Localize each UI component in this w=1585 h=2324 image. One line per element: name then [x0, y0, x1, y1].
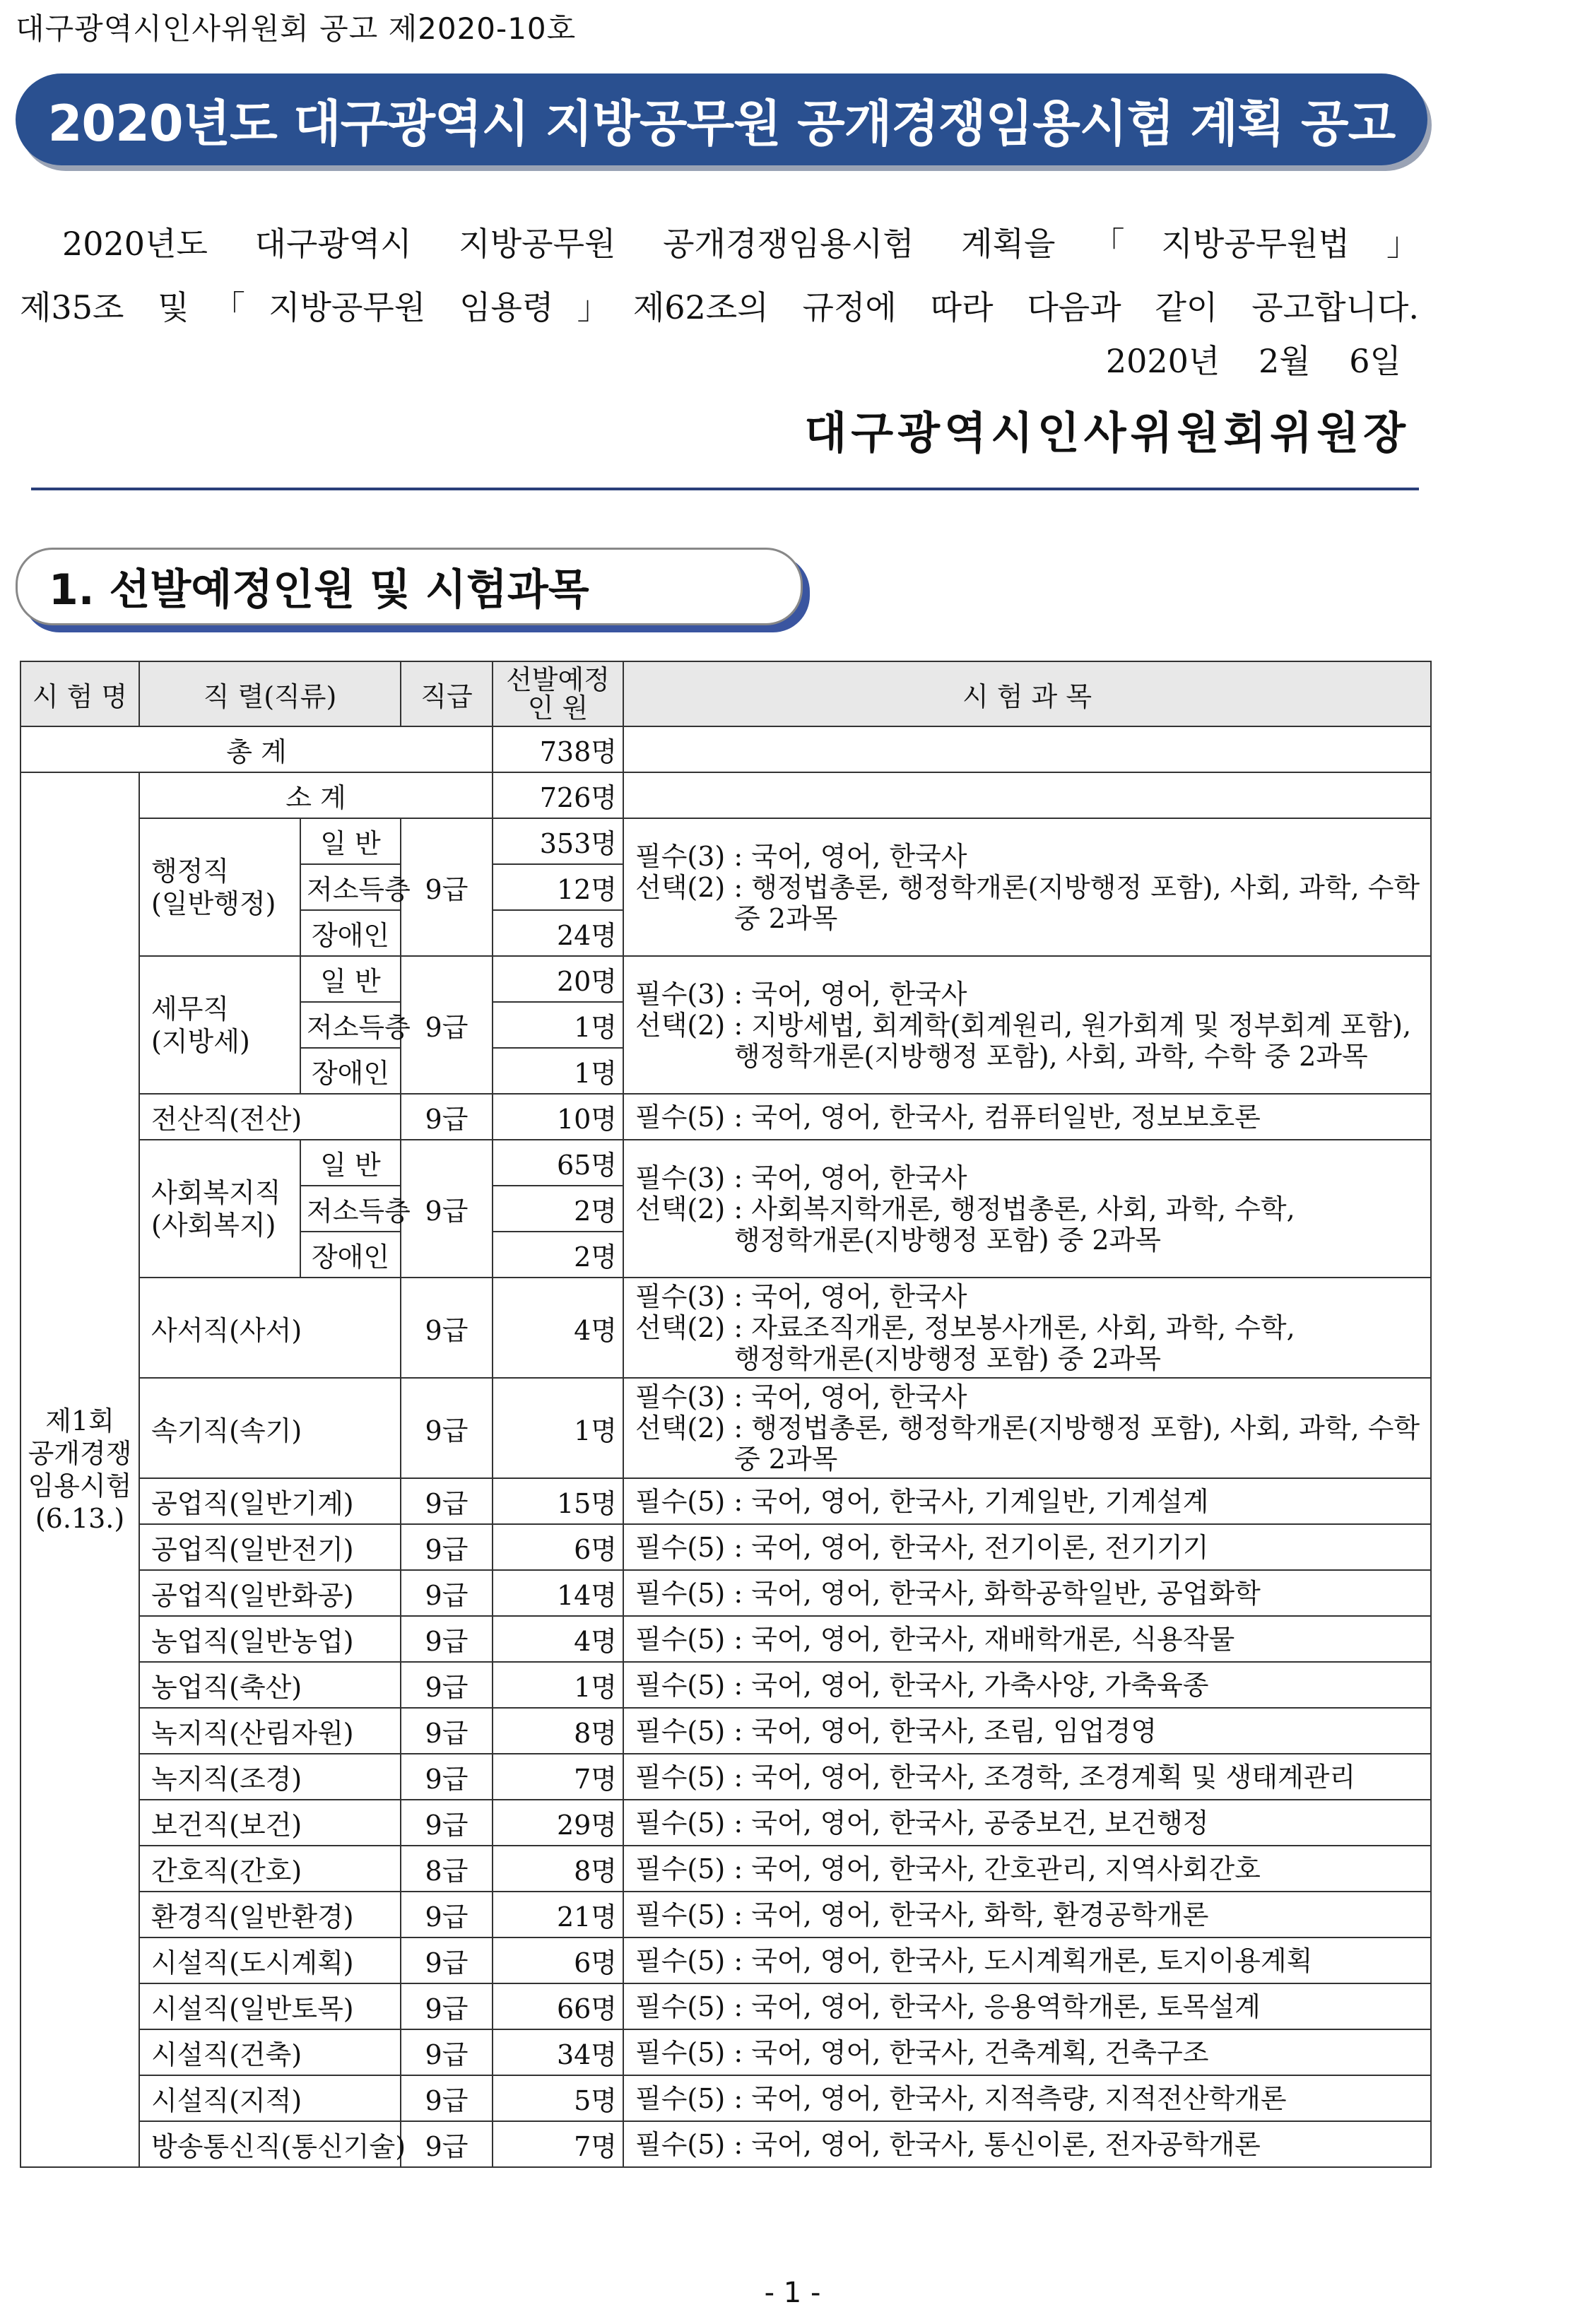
quota-cell: 8명	[493, 1708, 623, 1754]
quota-cell: 14명	[493, 1570, 623, 1616]
recruit-type: 저소득층	[300, 1002, 401, 1048]
table-row	[20, 1846, 1431, 1892]
header-series: 직 렬(직류)	[139, 661, 401, 726]
subjects-cell: 필수(5) : 국어, 영어, 한국사, 가축사양, 가축육종	[623, 1662, 1431, 1708]
table-row	[20, 818, 1431, 864]
table-row	[20, 1524, 1431, 1570]
grade-cell: 9급	[401, 2029, 493, 2075]
table-row	[20, 1616, 1431, 1662]
subjects-cell: 필수(5) : 국어, 영어, 한국사, 응용역학개론, 토목설계	[623, 1983, 1431, 2029]
grade-cell: 9급	[401, 1378, 493, 1478]
quota-cell: 8명	[493, 1846, 623, 1892]
quota-cell: 29명	[493, 1800, 623, 1846]
signer: 대구광역시인사위원회위원장	[804, 407, 1410, 459]
grade-cell: 9급	[401, 1754, 493, 1800]
grade-cell: 9급	[401, 956, 493, 1094]
table-row	[20, 1662, 1431, 1708]
series-cell: 시설직(건축)	[139, 2029, 401, 2075]
subjects-cell: 필수(5) : 국어, 영어, 한국사, 지적측량, 지적전산학개론	[623, 2075, 1431, 2121]
subtotal-label: 소 계	[139, 772, 493, 818]
series-cell: 사서직(사서)	[139, 1278, 401, 1378]
table-row	[20, 2029, 1431, 2075]
series-cell: 시설직(도시계획)	[139, 1937, 401, 1983]
subjects-cell: 필수(5) : 국어, 영어, 한국사, 통신이론, 전자공학개론	[623, 2121, 1431, 2167]
grade-cell: 9급	[401, 1094, 493, 1140]
table-row	[20, 2121, 1431, 2167]
subjects-cell: 필수(5) : 국어, 영어, 한국사, 공중보건, 보건행정	[623, 1800, 1431, 1846]
series-cell: 보건직(보건)	[139, 1800, 401, 1846]
quota-cell: 5명	[493, 2075, 623, 2121]
exam-plan-table	[20, 661, 1432, 2168]
table-row	[20, 1754, 1431, 1800]
quota-cell: 4명	[493, 1616, 623, 1662]
series-cell: 속기직(속기)	[139, 1378, 401, 1478]
quota-cell: 15명	[493, 1478, 623, 1524]
table-row	[20, 1892, 1431, 1937]
series-cell: 시설직(지적)	[139, 2075, 401, 2121]
recruit-type: 장애인	[300, 910, 401, 956]
recruit-type: 일 반	[300, 1140, 401, 1186]
subjects-cell: 필수(5) : 국어, 영어, 한국사, 화학, 환경공학개론	[623, 1892, 1431, 1937]
quota-cell: 1명	[493, 1002, 623, 1048]
series-cell: 환경직(일반환경)	[139, 1892, 401, 1937]
recruit-type: 장애인	[300, 1232, 401, 1278]
series-cell: 공업직(일반기계)	[139, 1478, 401, 1524]
subjects-cell: 필수(5) : 국어, 영어, 한국사, 도시계획개론, 토지이용계획	[623, 1937, 1431, 1983]
header-exam: 시 험 명	[20, 661, 139, 726]
series-cell: 간호직(간호)	[139, 1846, 401, 1892]
intro-paragraph	[20, 212, 1419, 339]
quota-cell: 7명	[493, 1754, 623, 1800]
subjects-cell: 필수(5) : 국어, 영어, 한국사, 재배학개론, 식용작물	[623, 1616, 1431, 1662]
table-row	[20, 1378, 1431, 1478]
subtotal-count: 726명	[493, 772, 623, 818]
quota-cell: 65명	[493, 1140, 623, 1186]
table-row	[20, 1937, 1431, 1983]
page-number: - 1 -	[764, 2277, 821, 2309]
series-cell: 농업직(일반농업)	[139, 1616, 401, 1662]
subjects-cell: 필수(5) : 국어, 영어, 한국사, 간호관리, 지역사회간호	[623, 1846, 1431, 1892]
quota-cell: 6명	[493, 1524, 623, 1570]
subjects-cell: 필수(5) : 국어, 영어, 한국사, 화학공학일반, 공업화학	[623, 1570, 1431, 1616]
subjects-cell: 필수(3) : 국어, 영어, 한국사 선택(2) : 지방세법, 회계학(회계원리, 원가회계 및 정부회계 포함), 행정학개론(지방행정 포함), 사회, 과학, 수학 중 2과목	[623, 956, 1431, 1094]
quota-cell: 12명	[493, 864, 623, 910]
notice-date: 2020년 2월 6일	[1105, 342, 1401, 380]
series-cell: 시설직(일반토목)	[139, 1983, 401, 2029]
header-subjects: 시 험 과 목	[623, 661, 1431, 726]
series-cell: 공업직(일반전기)	[139, 1524, 401, 1570]
table-row	[20, 2075, 1431, 2121]
series-cell: 방송통신직(통신기술)	[139, 2121, 401, 2167]
grand-total-count: 738명	[493, 726, 623, 772]
table-row	[20, 1983, 1431, 2029]
quota-cell: 24명	[493, 910, 623, 956]
grade-cell: 8급	[401, 1846, 493, 1892]
grade-cell: 9급	[401, 1800, 493, 1846]
subjects-cell: 필수(3) : 국어, 영어, 한국사 선택(2) : 행정법총론, 행정학개론(지방행정 포함), 사회, 과학, 수학 중 2과목	[623, 818, 1431, 956]
grade-cell: 9급	[401, 1983, 493, 2029]
subjects-cell: 필수(3) : 국어, 영어, 한국사 선택(2) : 자료조직개론, 정보봉사개론, 사회, 과학, 수학, 행정학개론(지방행정 포함) 중 2과목	[623, 1278, 1431, 1378]
table-header-row	[20, 661, 1431, 726]
table-row	[20, 1478, 1431, 1524]
quota-cell: 353명	[493, 818, 623, 864]
quota-cell: 6명	[493, 1937, 623, 1983]
intro-line-2: 제35조 및「지방공무원 임용령」제62조의 규정에 따라 다음과 같이 공고합니다.	[20, 288, 1419, 326]
table-row	[20, 1800, 1431, 1846]
table-row	[20, 1570, 1431, 1616]
intro-line-1: 2020년도 대구광역시 지방공무원 공개경쟁임용시험 계획을「지방공무원법」	[62, 225, 1419, 263]
notice-number: 대구광역시인사위원회 공고 제2020-10호	[16, 11, 577, 46]
recruit-type: 일 반	[300, 818, 401, 864]
subtotal-subjects	[623, 772, 1431, 818]
grade-cell: 9급	[401, 1524, 493, 1570]
quota-cell: 34명	[493, 2029, 623, 2075]
series-cell: 행정직 (일반행정)	[139, 818, 300, 956]
grade-cell: 9급	[401, 1937, 493, 1983]
title-banner	[16, 73, 1427, 165]
subtotal-row	[20, 772, 1431, 818]
series-cell: 세무직 (지방세)	[139, 956, 300, 1094]
series-cell: 공업직(일반화공)	[139, 1570, 401, 1616]
subjects-cell: 필수(3) : 국어, 영어, 한국사 선택(2) : 사회복지학개론, 행정법총론, 사회, 과학, 수학, 행정학개론(지방행정 포함) 중 2과목	[623, 1140, 1431, 1278]
quota-cell: 21명	[493, 1892, 623, 1937]
grade-cell: 9급	[401, 1570, 493, 1616]
header-grade: 직급	[401, 661, 493, 726]
grand-total-label: 총 계	[20, 726, 493, 772]
exam-name-cell: 제1회 공개경쟁 임용시험 (6.13.)	[20, 772, 139, 2167]
table-row	[20, 1278, 1431, 1378]
header-quota: 선발예정 인 원	[493, 661, 623, 726]
recruit-type: 저소득층	[300, 1186, 401, 1232]
series-cell: 녹지직(산림자원)	[139, 1708, 401, 1754]
subjects-cell: 필수(5) : 국어, 영어, 한국사, 건축계획, 건축구조	[623, 2029, 1431, 2075]
grade-cell: 9급	[401, 1478, 493, 1524]
quota-cell: 2명	[493, 1186, 623, 1232]
divider	[31, 488, 1419, 490]
subjects-cell: 필수(5) : 국어, 영어, 한국사, 기계일반, 기계설계	[623, 1478, 1431, 1524]
quota-cell: 10명	[493, 1094, 623, 1140]
quota-cell: 2명	[493, 1232, 623, 1278]
grade-cell: 9급	[401, 2075, 493, 2121]
quota-cell: 7명	[493, 2121, 623, 2167]
quota-cell: 4명	[493, 1278, 623, 1378]
section-title: 1. 선발예정인원 및 시험과목	[49, 565, 589, 615]
quota-cell: 1명	[493, 1048, 623, 1094]
recruit-type: 장애인	[300, 1048, 401, 1094]
grand-total-row	[20, 726, 1431, 772]
quota-cell: 1명	[493, 1662, 623, 1708]
grade-cell: 9급	[401, 1278, 493, 1378]
subjects-cell: 필수(5) : 국어, 영어, 한국사, 컴퓨터일반, 정보보호론	[623, 1094, 1431, 1140]
table-row	[20, 1708, 1431, 1754]
grade-cell: 9급	[401, 1140, 493, 1278]
subjects-cell: 필수(5) : 국어, 영어, 한국사, 전기이론, 전기기기	[623, 1524, 1431, 1570]
grade-cell: 9급	[401, 1662, 493, 1708]
section-heading	[16, 548, 803, 625]
quota-cell: 20명	[493, 956, 623, 1002]
grade-cell: 9급	[401, 1708, 493, 1754]
series-cell: 전산직(전산)	[139, 1094, 401, 1140]
subjects-cell: 필수(5) : 국어, 영어, 한국사, 조림, 임업경영	[623, 1708, 1431, 1754]
series-cell: 사회복지직 (사회복지)	[139, 1140, 300, 1278]
series-cell: 녹지직(조경)	[139, 1754, 401, 1800]
grade-cell: 9급	[401, 1616, 493, 1662]
quota-cell: 66명	[493, 1983, 623, 2029]
table-row	[20, 956, 1431, 1002]
grade-cell: 9급	[401, 2121, 493, 2167]
quota-cell: 1명	[493, 1378, 623, 1478]
subjects-cell: 필수(3) : 국어, 영어, 한국사 선택(2) : 행정법총론, 행정학개론(지방행정 포함), 사회, 과학, 수학 중 2과목	[623, 1378, 1431, 1478]
grand-total-subjects	[623, 726, 1431, 772]
recruit-type: 저소득층	[300, 864, 401, 910]
table-row	[20, 1140, 1431, 1186]
recruit-type: 일 반	[300, 956, 401, 1002]
grade-cell: 9급	[401, 1892, 493, 1937]
table-row	[20, 1094, 1431, 1140]
subjects-cell: 필수(5) : 국어, 영어, 한국사, 조경학, 조경계획 및 생태계관리	[623, 1754, 1431, 1800]
series-cell: 농업직(축산)	[139, 1662, 401, 1708]
page-title: 2020년도 대구광역시 지방공무원 공개경쟁임용시험 계획 공고	[47, 94, 1396, 153]
grade-cell: 9급	[401, 818, 493, 956]
